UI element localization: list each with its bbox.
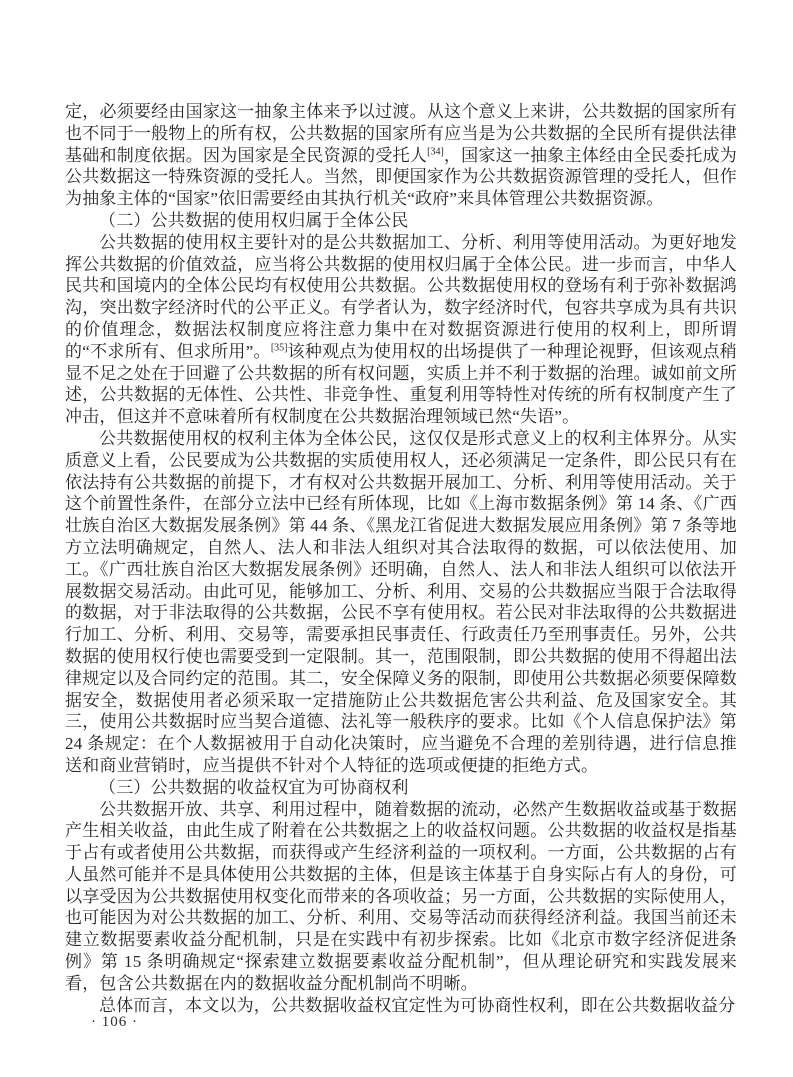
paragraph: 公共数据开放、共享、利用过程中，随着数据的流动，必然产生数据收益或基于数据产生相关收益，由此生成了附着在公共数据之上的收益权问题。公共数据的收益权是指基于占有或者使用公共数据，而获得或产生经济利益的一项权利。一方面，公共数据的占有人虽然可能并不是具体使用公共数据的主体，但是该主体基于自身实际占有人的身份，可以享受因为公共数据使用权变化而带来的各项收益；另一方面，公共数据的实际使用人，也可能因为对公共数据的加工、分析、利用、交易等活动而获得经济利益。我国当前还未建立数据要素收益分配机制，只是在实践中有初步探索。比如《北京市数字经济促进条例》第 15 条明确规定“探索建立数据要素收益分配机制”，但从理论研究和实践发展来看，包含公共数据在内的数据收益分配机制尚不明晰。: [65, 799, 737, 993]
paragraph-text: 公共数据的使用权主要针对的是公共数据加工、分析、利用等使用活动。为更好地发挥公共数据的价值效益，应当将公共数据的使用权归属于全体公民。进一步而言，中华人民共和国境内的全体公民均有权使用公共数据。公共数据使用权的登场有利于弥补数据鸿沟，突出数字经济时代的公平正义。有学者认为，数字经济时代，包容共享成为具有共识的价值理念，数据法权制度应将注意力集中在对数据资源进行使用的权利上，即所谓的“不求所有、但求所用”。: [65, 232, 737, 361]
section-heading-3: （三）公共数据的收益权宜为可协商权利: [99, 777, 409, 797]
footnote-ref-34: [34]: [427, 145, 444, 157]
paragraph: [65, 232, 737, 428]
paragraph-text: 定，必须要经由国家这一抽象主体来予以过渡。从这个意义上来讲，公共数据的国家所有也不同于一般物上的所有权，公共数据的国家所有应当是为公共数据的全民所有提供法律基础和制度依据。因为国家是全民资源的受托人: [65, 102, 737, 165]
article-body: [65, 101, 737, 1016]
footnote-ref-35: [35]: [270, 342, 288, 354]
paragraph: 公共数据使用权的权利主体为全体公民，这仅仅是形式意义上的权利主体界分。从实质意义上看，公民要成为公共数据的实质使用权人，还必须满足一定条件，即公民只有在依法持有公共数据的前提下，才有权对公共数据开展加工、分析、利用等使用活动。关于这个前置性条件，在部分立法中已经有所体现，比如《上海市数据条例》第 14 条、《广西壮族自治区大数据发展条例》第 44 条、《黑龙江省促进大数据发展应用条例》第 7 条等地方立法明确规定，自然人、法人和非法人组织对其合法取得的数据，可以依法使用、加工。《广西壮族自治区大数据发展条例》还明确，自然人、法人和非法人组织可以依法开展数据交易活动。由此可见，能够加工、分析、利用、交易的公共数据应当限于合法取得的数据，对于非法取得的公共数据，公民不享有使用权。若公民对非法取得的公共数据进行加工、分析、利用、交易等，需要承担民事责任、行政责任乃至刑事责任。另外，公共数据的使用权行使也需要受到一定限制。其一，范围限制，即公共数据的使用不得超出法律规定以及合同约定的范围。其二，安全保障义务的限制，即使用公共数据必须要保障数据安全，数据使用者必须采取一定措施防止公共数据危害公共利益、危及国家安全。其三，使用公共数据时应当契合道德、法礼等一般秩序的要求。比如《个人信息保护法》第 24 条规定：在个人数据被用于自动化决策时，应当避免不合理的差别待遇，进行信息推送和商业营销时，应当提供不针对个人特征的选项或便捷的拒绝方式。: [65, 428, 737, 775]
page-number: · 106 ·: [91, 1014, 138, 1030]
section-heading-2: （二）公共数据的使用权归属于全体公民: [99, 210, 409, 230]
paragraph-text: ，国家这一抽象主体经由全民委托成为公共数据这一特殊资源的受托人。当然，即便国家作为公共数据资源管理的受托人，但作为抽象主体的“国家”依旧需要经由其执行机关“政府”来具体管理公共数据资源。: [65, 145, 737, 209]
paragraph: 总体而言，本文以为，公共数据收益权宜定性为可协商性权利，即在公共数据收益分: [99, 995, 736, 1015]
paragraph-text: 该种观点为使用权的出场提供了一种理论视野，但该观点稍显不足之处在于回避了公共数据的所有权问题，实质上并不利于数据的治理。诚如前文所述，公共数据的无体性、公共性、非竞争性、重复利用等特性对传统的所有权制度产生了冲击，但这并不意味着所有权制度在公共数据治理领域已然“失语”。: [65, 341, 737, 427]
paragraph-continuation: [65, 101, 737, 210]
